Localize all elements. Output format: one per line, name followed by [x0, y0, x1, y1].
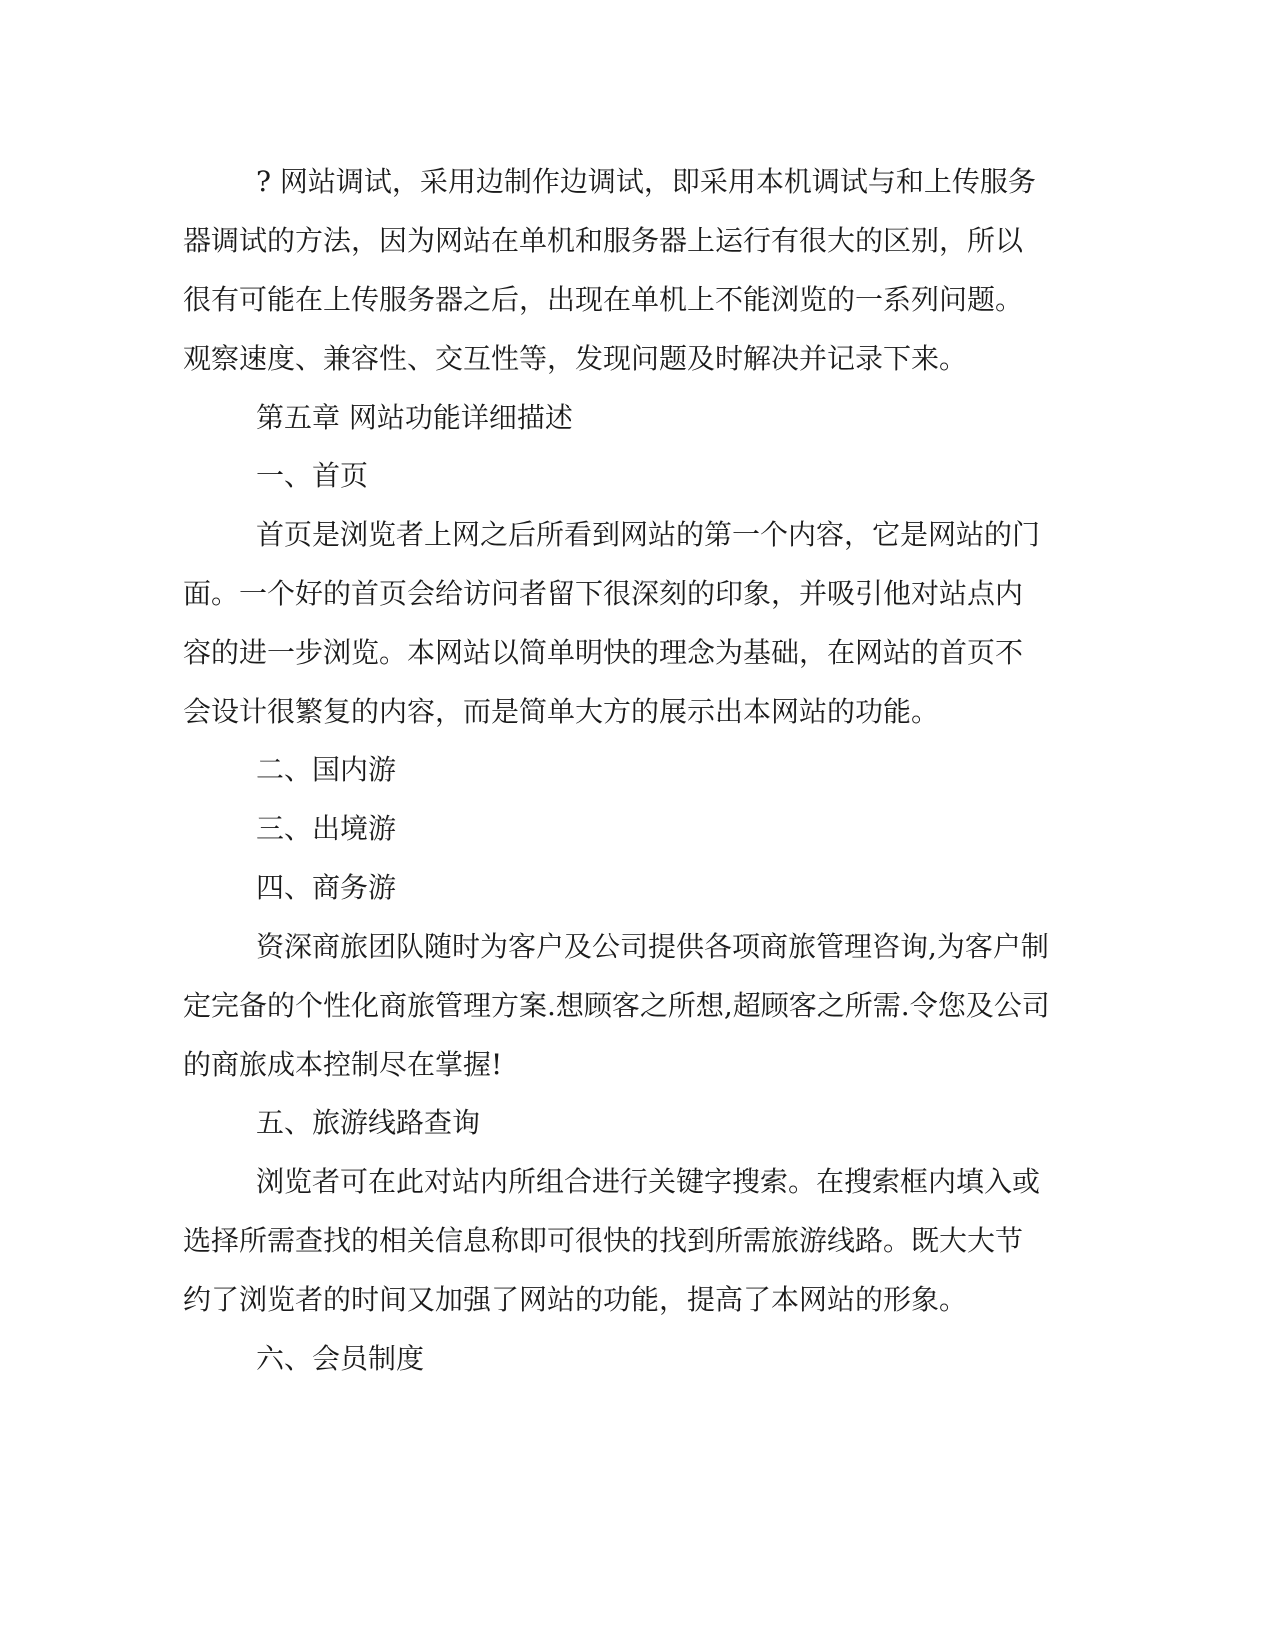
paragraph-debugging-line-2: 器调试的方法，因为网站在单机和服务器上运行有很大的区别，所以 — [183, 224, 1024, 257]
paragraph-route-search-line-2: 选择所需查找的相关信息称即可很快的找到所需旅游线路。既大大节 — [183, 1224, 1024, 1257]
paragraph-route-search-line-3: 约了浏览者的时间又加强了网站的功能，提高了本网站的形象。 — [183, 1283, 968, 1316]
paragraph-homepage-line-1: 首页是浏览者上网之后所看到网站的第一个内容，它是网站的门 — [256, 518, 1041, 551]
paragraph-business-line-3: 的商旅成本控制尽在掌握! — [183, 1048, 503, 1081]
section-title-homepage: 一、首页 — [256, 459, 369, 492]
section-title-membership: 六、会员制度 — [256, 1342, 425, 1375]
paragraph-debugging-line-1: ? 网站调试，采用边制作边调试，即采用本机调试与和上传服务 — [256, 165, 1036, 198]
paragraph-homepage-line-3: 容的进一步浏览。本网站以简单明快的理念为基础，在网站的首页不 — [183, 636, 1024, 669]
paragraph-business-line-1: 资深商旅团队随时为客户及公司提供各项商旅管理咨询,为客户制 — [256, 930, 1049, 963]
section-title-domestic: 二、国内游 — [256, 753, 397, 786]
paragraph-homepage-line-2: 面。一个好的首页会给访问者留下很深刻的印象，并吸引他对站点内 — [183, 577, 1024, 610]
chapter-title: 第五章 网站功能详细描述 — [256, 401, 573, 434]
paragraph-business-line-2: 定完备的个性化商旅管理方案.想顾客之所想,超顾客之所需.令您及公司 — [183, 989, 1050, 1022]
paragraph-homepage-line-4: 会设计很繁复的内容，而是简单大方的展示出本网站的功能。 — [183, 695, 940, 728]
paragraph-route-search-line-1: 浏览者可在此对站内所组合进行关键字搜索。在搜索框内填入或 — [256, 1165, 1041, 1198]
section-title-route-search: 五、旅游线路查询 — [256, 1106, 481, 1139]
paragraph-debugging-line-3: 很有可能在上传服务器之后，出现在单机上不能浏览的一系列问题。 — [183, 283, 1024, 316]
section-title-outbound: 三、出境游 — [256, 812, 397, 845]
paragraph-debugging-line-4: 观察速度、兼容性、交互性等，发现问题及时解决并记录下来。 — [183, 342, 968, 375]
section-title-business: 四、商务游 — [256, 871, 397, 904]
